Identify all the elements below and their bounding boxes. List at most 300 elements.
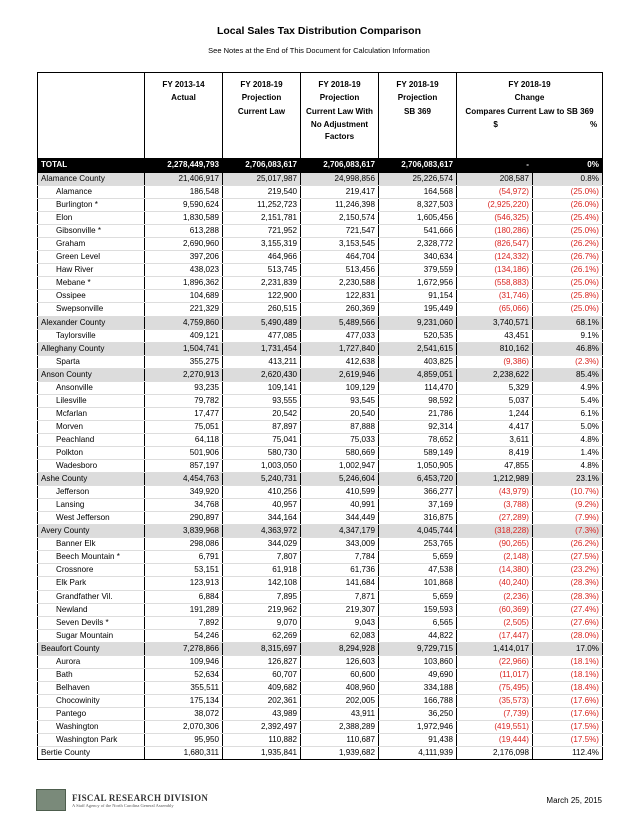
- cell-d: 159,593: [379, 603, 457, 616]
- table-row: [38, 225, 603, 238]
- cell-b: 5,240,731: [223, 473, 301, 486]
- cell-d: 78,652: [379, 433, 457, 446]
- cell-b: 3,155,319: [223, 238, 301, 251]
- cell-c: 109,129: [301, 381, 379, 394]
- distribution-table: [37, 72, 603, 760]
- cell-c: 122,831: [301, 290, 379, 303]
- cell-f: (25.0%): [533, 186, 603, 199]
- cell-a: 2,278,449,793: [145, 158, 223, 173]
- cell-e: (19,444): [457, 734, 533, 747]
- cell-a: 6,791: [145, 551, 223, 564]
- table-row: [38, 707, 603, 720]
- cell-d: 8,327,503: [379, 199, 457, 212]
- row-name: Polkton: [38, 446, 145, 459]
- table-row: [38, 238, 603, 251]
- footer-logo: [36, 789, 208, 811]
- cell-a: 34,768: [145, 499, 223, 512]
- cell-b: 8,315,697: [223, 642, 301, 655]
- cell-b: 410,256: [223, 486, 301, 499]
- cell-c: 2,230,588: [301, 277, 379, 290]
- cell-c: 2,619,946: [301, 368, 379, 381]
- cell-f: (17.6%): [533, 707, 603, 720]
- cell-b: 260,515: [223, 303, 301, 316]
- cell-e: (180,286): [457, 225, 533, 238]
- cell-c: 344,449: [301, 512, 379, 525]
- cell-e: (124,332): [457, 251, 533, 264]
- cell-e: (43,979): [457, 486, 533, 499]
- cell-d: 25,226,574: [379, 173, 457, 186]
- cell-b: 93,555: [223, 394, 301, 407]
- table-row: [38, 681, 603, 694]
- table-row: [38, 473, 603, 486]
- row-name: Chocowinity: [38, 694, 145, 707]
- cell-d: 366,277: [379, 486, 457, 499]
- cell-b: 202,361: [223, 694, 301, 707]
- cell-c: 202,005: [301, 694, 379, 707]
- cell-c: 477,033: [301, 329, 379, 342]
- cell-e: (318,228): [457, 525, 533, 538]
- row-name: Wadesboro: [38, 460, 145, 473]
- cell-d: 103,860: [379, 655, 457, 668]
- cell-d: 166,788: [379, 694, 457, 707]
- cell-a: 6,884: [145, 590, 223, 603]
- cell-f: (18.1%): [533, 668, 603, 681]
- cell-c: 2,150,574: [301, 212, 379, 225]
- cell-c: 61,736: [301, 564, 379, 577]
- cell-e: 5,037: [457, 394, 533, 407]
- cell-e: (134,186): [457, 264, 533, 277]
- row-name: Alleghany County: [38, 342, 145, 355]
- table-row: [38, 342, 603, 355]
- cell-e: (2,236): [457, 590, 533, 603]
- cell-b: 122,900: [223, 290, 301, 303]
- seal-icon: [36, 789, 66, 811]
- row-name: Morven: [38, 420, 145, 433]
- cell-e: (2,925,220): [457, 199, 533, 212]
- cell-c: 8,294,928: [301, 642, 379, 655]
- table-row: [38, 186, 603, 199]
- cell-b: 2,231,839: [223, 277, 301, 290]
- cell-c: 60,600: [301, 668, 379, 681]
- row-name: TOTAL: [38, 158, 145, 173]
- cell-c: 7,871: [301, 590, 379, 603]
- cell-e: (2,148): [457, 551, 533, 564]
- cell-a: 1,830,589: [145, 212, 223, 225]
- header-cell: FY 2018-19 Projection: [301, 73, 379, 107]
- cell-b: 344,029: [223, 538, 301, 551]
- table-row: [38, 460, 603, 473]
- cell-d: 5,659: [379, 551, 457, 564]
- cell-d: 589,149: [379, 446, 457, 459]
- row-name: Sugar Mountain: [38, 629, 145, 642]
- cell-a: 857,197: [145, 460, 223, 473]
- cell-f: 23.1%: [533, 473, 603, 486]
- table-row: [38, 251, 603, 264]
- cell-d: 98,592: [379, 394, 457, 407]
- table-row: [38, 381, 603, 394]
- cell-c: 75,033: [301, 433, 379, 446]
- cell-e: 47,855: [457, 460, 533, 473]
- document-date: March 25, 2015: [546, 796, 602, 805]
- cell-a: 355,275: [145, 355, 223, 368]
- cell-a: 175,134: [145, 694, 223, 707]
- cell-e: (2,505): [457, 616, 533, 629]
- row-name: Belhaven: [38, 681, 145, 694]
- cell-c: 62,083: [301, 629, 379, 642]
- cell-b: 2,392,497: [223, 720, 301, 733]
- cell-f: (25.0%): [533, 303, 603, 316]
- cell-d: 92,314: [379, 420, 457, 433]
- cell-d: 334,188: [379, 681, 457, 694]
- cell-d: 340,634: [379, 251, 457, 264]
- cell-c: 1,939,682: [301, 747, 379, 760]
- cell-f: (7.3%): [533, 525, 603, 538]
- cell-b: 513,745: [223, 264, 301, 277]
- header-percent: %: [589, 119, 598, 129]
- cell-b: 580,730: [223, 446, 301, 459]
- cell-d: 6,565: [379, 616, 457, 629]
- table-row: [38, 277, 603, 290]
- table-row: [38, 668, 603, 681]
- cell-f: 68.1%: [533, 316, 603, 329]
- cell-b: 43,989: [223, 707, 301, 720]
- row-name: Gibsonville *: [38, 225, 145, 238]
- cell-c: 464,704: [301, 251, 379, 264]
- row-name: Ossipee: [38, 290, 145, 303]
- cell-c: 87,888: [301, 420, 379, 433]
- row-name: Mcfarlan: [38, 407, 145, 420]
- row-name: Alexander County: [38, 316, 145, 329]
- cell-c: 412,638: [301, 355, 379, 368]
- row-name: Swepsonville: [38, 303, 145, 316]
- row-name: Lilesville: [38, 394, 145, 407]
- cell-c: 580,669: [301, 446, 379, 459]
- cell-a: 221,329: [145, 303, 223, 316]
- cell-c: 1,002,947: [301, 460, 379, 473]
- cell-e: 1,414,017: [457, 642, 533, 655]
- table-row: [38, 264, 603, 277]
- cell-f: 9.1%: [533, 329, 603, 342]
- table-row: [38, 734, 603, 747]
- row-name: Alamance: [38, 186, 145, 199]
- cell-a: 2,270,913: [145, 368, 223, 381]
- cell-e: 2,176,098: [457, 747, 533, 760]
- row-name: Elon: [38, 212, 145, 225]
- cell-b: 62,269: [223, 629, 301, 642]
- cell-e: (419,551): [457, 720, 533, 733]
- row-name: Burlington *: [38, 199, 145, 212]
- cell-e: 3,611: [457, 433, 533, 446]
- cell-e: (11,017): [457, 668, 533, 681]
- org-name: FISCAL RESEARCH DIVISION: [72, 792, 209, 803]
- cell-a: 9,590,624: [145, 199, 223, 212]
- cell-f: (28.0%): [533, 629, 603, 642]
- cell-a: 7,278,866: [145, 642, 223, 655]
- table-row: [38, 616, 603, 629]
- cell-a: 93,235: [145, 381, 223, 394]
- row-name: Alamance County: [38, 173, 145, 186]
- cell-c: 219,307: [301, 603, 379, 616]
- cell-d: 164,568: [379, 186, 457, 199]
- cell-f: (18.1%): [533, 655, 603, 668]
- cell-f: (7.9%): [533, 512, 603, 525]
- cell-d: 195,449: [379, 303, 457, 316]
- table-row: [38, 199, 603, 212]
- cell-e: 208,587: [457, 173, 533, 186]
- cell-c: 410,599: [301, 486, 379, 499]
- cell-d: 4,859,051: [379, 368, 457, 381]
- cell-e: 3,740,571: [457, 316, 533, 329]
- table-row: [38, 173, 603, 186]
- table-row: [38, 512, 603, 525]
- row-name: Elk Park: [38, 577, 145, 590]
- cell-e: 5,329: [457, 381, 533, 394]
- cell-d: 2,541,615: [379, 342, 457, 355]
- table-row: [38, 420, 603, 433]
- cell-f: (26.0%): [533, 199, 603, 212]
- row-name: Seven Devils *: [38, 616, 145, 629]
- table-row: [38, 655, 603, 668]
- cell-e: (31,746): [457, 290, 533, 303]
- table-row: [38, 525, 603, 538]
- cell-a: 109,946: [145, 655, 223, 668]
- cell-a: 4,454,763: [145, 473, 223, 486]
- cell-b: 2,706,083,617: [223, 158, 301, 173]
- cell-d: 114,470: [379, 381, 457, 394]
- cell-b: 1,003,050: [223, 460, 301, 473]
- cell-c: 126,603: [301, 655, 379, 668]
- cell-a: 52,634: [145, 668, 223, 681]
- cell-a: 355,511: [145, 681, 223, 694]
- table-row: [38, 407, 603, 420]
- cell-e: 1,212,989: [457, 473, 533, 486]
- cell-d: 1,050,905: [379, 460, 457, 473]
- row-name: Lansing: [38, 499, 145, 512]
- cell-d: 2,706,083,617: [379, 158, 457, 173]
- cell-f: 85.4%: [533, 368, 603, 381]
- cell-e: (65,066): [457, 303, 533, 316]
- cell-b: 2,151,781: [223, 212, 301, 225]
- cell-f: 4.9%: [533, 381, 603, 394]
- cell-e: (22,966): [457, 655, 533, 668]
- row-name: Ansonville: [38, 381, 145, 394]
- cell-a: 54,246: [145, 629, 223, 642]
- row-name: Pantego: [38, 707, 145, 720]
- cell-e: (90,265): [457, 538, 533, 551]
- cell-e: (27,289): [457, 512, 533, 525]
- cell-d: 2,328,772: [379, 238, 457, 251]
- cell-e: 43,451: [457, 329, 533, 342]
- cell-c: 24,998,856: [301, 173, 379, 186]
- table-row: [38, 577, 603, 590]
- cell-a: 21,406,917: [145, 173, 223, 186]
- header-cell: FY 2013-14 Actual: [145, 73, 223, 107]
- cell-e: (9,386): [457, 355, 533, 368]
- cell-f: 4.8%: [533, 433, 603, 446]
- cell-b: 7,895: [223, 590, 301, 603]
- cell-a: 438,023: [145, 264, 223, 277]
- table-row: [38, 564, 603, 577]
- cell-c: 513,456: [301, 264, 379, 277]
- cell-e: -: [457, 158, 533, 173]
- cell-a: 397,206: [145, 251, 223, 264]
- cell-e: (54,972): [457, 186, 533, 199]
- cell-c: 11,246,398: [301, 199, 379, 212]
- row-name: Aurora: [38, 655, 145, 668]
- table-row: [38, 747, 603, 760]
- cell-c: 5,489,566: [301, 316, 379, 329]
- cell-f: (28.3%): [533, 590, 603, 603]
- table-row: [38, 629, 603, 642]
- cell-c: 141,684: [301, 577, 379, 590]
- cell-e: (7,739): [457, 707, 533, 720]
- header-cell: [145, 106, 223, 150]
- cell-c: 7,784: [301, 551, 379, 564]
- cell-d: 541,666: [379, 225, 457, 238]
- cell-c: 5,246,604: [301, 473, 379, 486]
- cell-b: 60,707: [223, 668, 301, 681]
- table-row: [38, 303, 603, 316]
- cell-e: (75,495): [457, 681, 533, 694]
- table-row: [38, 329, 603, 342]
- cell-b: 5,490,489: [223, 316, 301, 329]
- cell-f: (17.5%): [533, 734, 603, 747]
- table-row: [38, 446, 603, 459]
- cell-b: 1,935,841: [223, 747, 301, 760]
- cell-d: 403,825: [379, 355, 457, 368]
- row-name: Green Level: [38, 251, 145, 264]
- cell-a: 53,151: [145, 564, 223, 577]
- cell-e: (826,547): [457, 238, 533, 251]
- cell-a: 613,288: [145, 225, 223, 238]
- table-row: [38, 433, 603, 446]
- cell-f: (28.3%): [533, 577, 603, 590]
- cell-c: 40,991: [301, 499, 379, 512]
- table-row: [38, 368, 603, 381]
- cell-b: 11,252,723: [223, 199, 301, 212]
- cell-a: 17,477: [145, 407, 223, 420]
- cell-d: 316,875: [379, 512, 457, 525]
- cell-c: 43,911: [301, 707, 379, 720]
- cell-e: (14,380): [457, 564, 533, 577]
- row-name: Washington Park: [38, 734, 145, 747]
- cell-e: 1,244: [457, 407, 533, 420]
- cell-f: 0.8%: [533, 173, 603, 186]
- header-cell: Current Law: [223, 106, 301, 150]
- row-name: Taylorsville: [38, 329, 145, 342]
- cell-d: 1,605,456: [379, 212, 457, 225]
- cell-f: 6.1%: [533, 407, 603, 420]
- cell-d: 37,169: [379, 499, 457, 512]
- row-name: Sparta: [38, 355, 145, 368]
- cell-b: 344,164: [223, 512, 301, 525]
- cell-f: (23.2%): [533, 564, 603, 577]
- org-subtitle: A Staff Agency of the North Carolina General Assembly: [72, 802, 174, 808]
- row-name: Crossnore: [38, 564, 145, 577]
- table-row: [38, 720, 603, 733]
- cell-a: 186,548: [145, 186, 223, 199]
- cell-f: (25.8%): [533, 290, 603, 303]
- cell-d: 1,672,956: [379, 277, 457, 290]
- cell-b: 20,542: [223, 407, 301, 420]
- row-name: Washington: [38, 720, 145, 733]
- cell-b: 409,682: [223, 681, 301, 694]
- header-cell: FY 2018-19 Projection: [223, 73, 301, 107]
- cell-c: 260,369: [301, 303, 379, 316]
- cell-f: (9.2%): [533, 499, 603, 512]
- cell-d: 101,868: [379, 577, 457, 590]
- cell-a: 409,121: [145, 329, 223, 342]
- page-subtitle: See Notes at the End of This Document for Calculation Information: [208, 46, 430, 55]
- row-name: Newland: [38, 603, 145, 616]
- cell-b: 219,962: [223, 603, 301, 616]
- cell-f: 112.4%: [533, 747, 603, 760]
- cell-a: 64,118: [145, 433, 223, 446]
- cell-f: 0%: [533, 158, 603, 173]
- row-name: Ashe County: [38, 473, 145, 486]
- row-name: West Jefferson: [38, 512, 145, 525]
- row-name: Grandfather Vil.: [38, 590, 145, 603]
- cell-b: 413,211: [223, 355, 301, 368]
- cell-f: (25.0%): [533, 225, 603, 238]
- table-row: [38, 290, 603, 303]
- cell-a: 1,896,362: [145, 277, 223, 290]
- cell-f: (2.3%): [533, 355, 603, 368]
- cell-c: 2,706,083,617: [301, 158, 379, 173]
- cell-b: 109,141: [223, 381, 301, 394]
- row-name: Mebane *: [38, 277, 145, 290]
- cell-f: (26.2%): [533, 538, 603, 551]
- table-row: [38, 316, 603, 329]
- cell-f: 17.0%: [533, 642, 603, 655]
- cell-f: (26.7%): [533, 251, 603, 264]
- cell-b: 142,108: [223, 577, 301, 590]
- cell-f: (26.2%): [533, 238, 603, 251]
- cell-a: 191,289: [145, 603, 223, 616]
- cell-b: 1,731,454: [223, 342, 301, 355]
- cell-e: (60,369): [457, 603, 533, 616]
- table-row: [38, 538, 603, 551]
- table-row: [38, 642, 603, 655]
- header-cell: [38, 73, 145, 107]
- table-row: [38, 486, 603, 499]
- cell-c: 721,547: [301, 225, 379, 238]
- table-row: [38, 694, 603, 707]
- cell-b: 721,952: [223, 225, 301, 238]
- cell-f: (25.4%): [533, 212, 603, 225]
- row-name: Haw River: [38, 264, 145, 277]
- cell-e: (546,325): [457, 212, 533, 225]
- cell-f: (27.5%): [533, 551, 603, 564]
- cell-c: 1,727,840: [301, 342, 379, 355]
- cell-d: 379,559: [379, 264, 457, 277]
- cell-f: 46.8%: [533, 342, 603, 355]
- cell-a: 1,680,311: [145, 747, 223, 760]
- table-row: [38, 158, 603, 173]
- row-name: Anson County: [38, 368, 145, 381]
- cell-e: 8,419: [457, 446, 533, 459]
- cell-f: (27.6%): [533, 616, 603, 629]
- cell-a: 349,920: [145, 486, 223, 499]
- cell-b: 75,041: [223, 433, 301, 446]
- cell-b: 2,620,430: [223, 368, 301, 381]
- cell-c: 20,540: [301, 407, 379, 420]
- cell-e: (40,240): [457, 577, 533, 590]
- table-row: [38, 590, 603, 603]
- cell-b: 7,807: [223, 551, 301, 564]
- cell-d: 21,786: [379, 407, 457, 420]
- cell-f: (10.7%): [533, 486, 603, 499]
